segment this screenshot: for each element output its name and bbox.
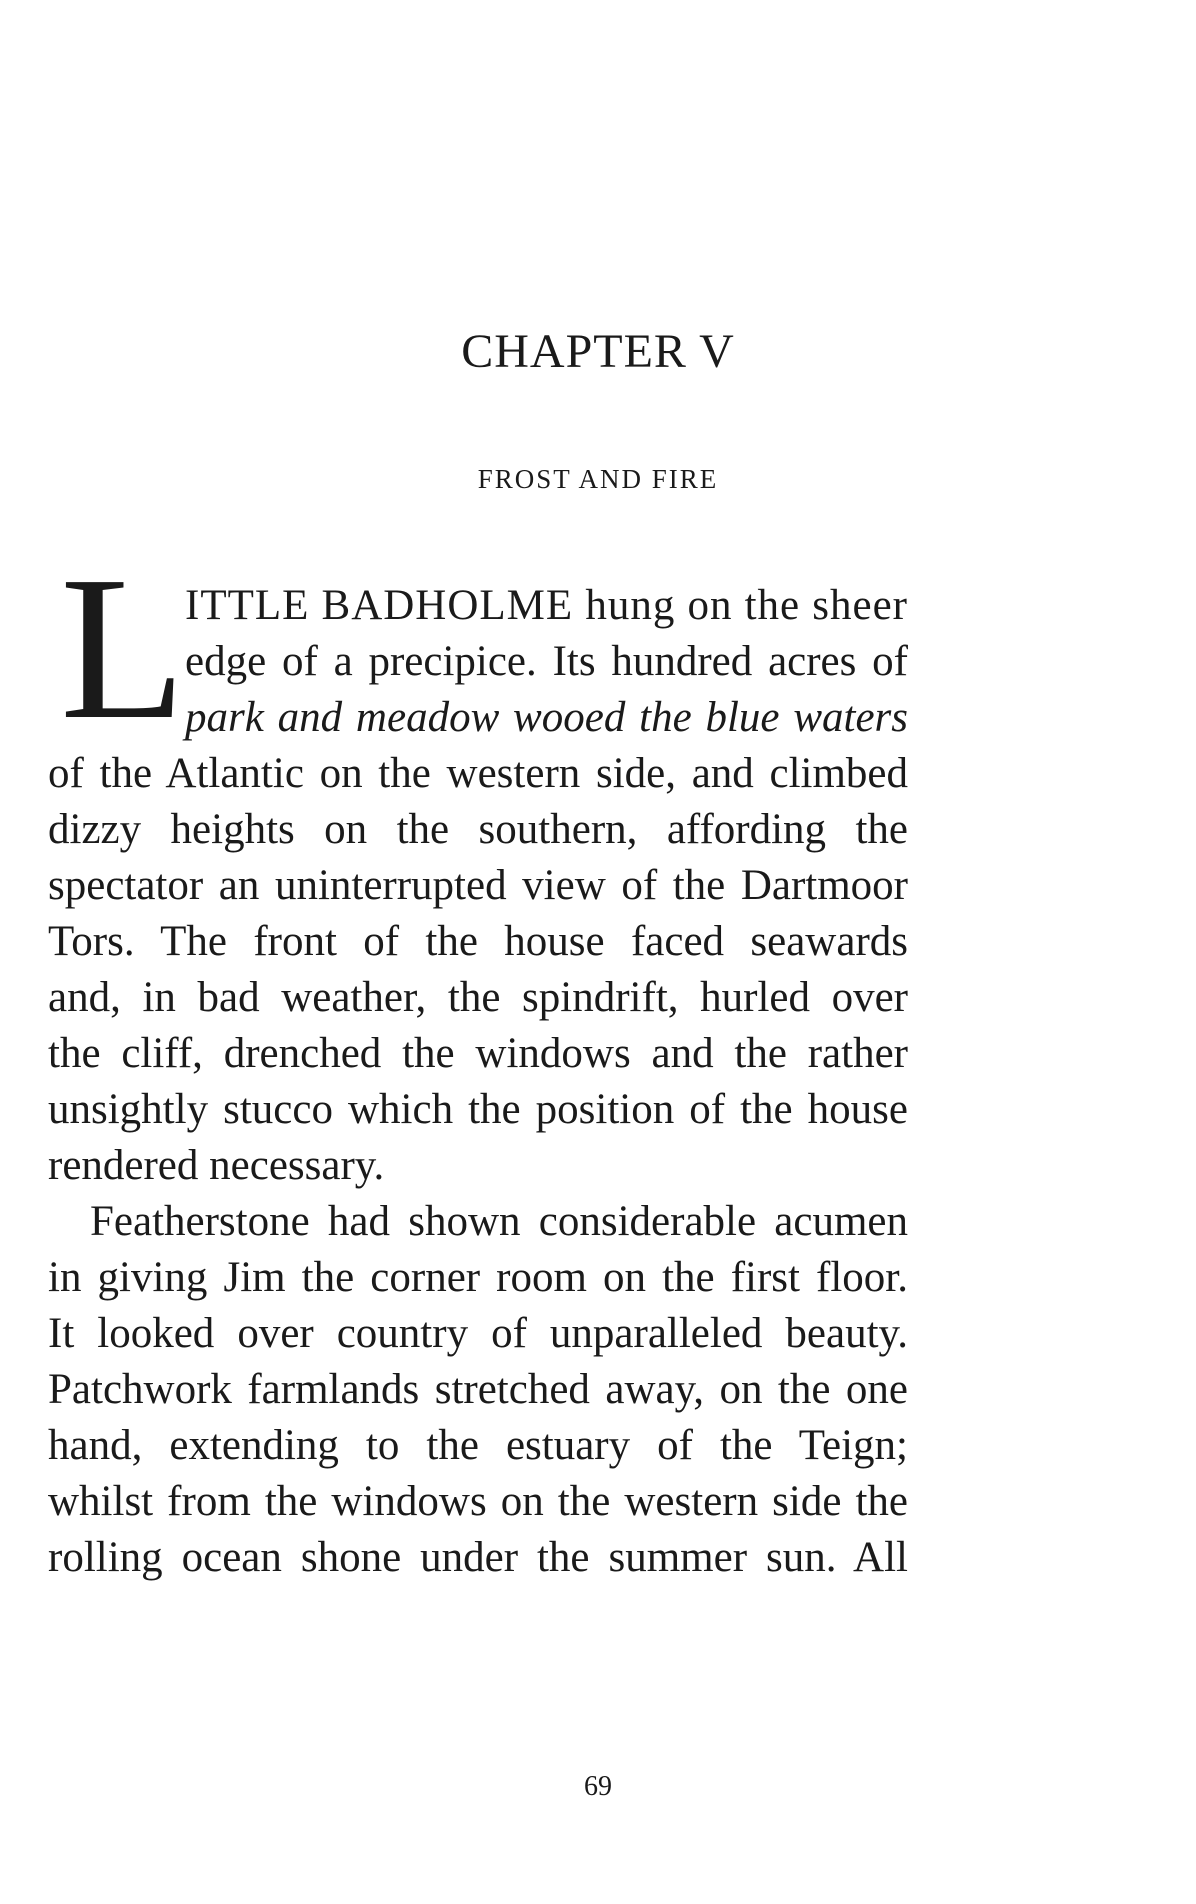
text-line: edge of a precipice. Its hundred acres of <box>185 638 908 685</box>
page-number: 69 <box>584 1771 612 1802</box>
text-line: ITTLE BADHOLME hung on the sheer <box>185 582 908 629</box>
text-line: rolling ocean shone under the summer sun. All <box>48 1534 908 1581</box>
text-line: the cliff, drenched the windows and the rather <box>48 1030 908 1077</box>
text-line: and, in bad weather, the spindrift, hurled over <box>48 974 908 1021</box>
text-line: Patchwork farmlands stretched away, on the one <box>48 1366 908 1413</box>
text-line: Tors. The front of the house faced seawards <box>48 918 908 965</box>
text-line: dizzy heights on the southern, affording the <box>48 806 908 853</box>
text-line: of the Atlantic on the western side, and climbed <box>48 750 908 797</box>
drop-cap: L <box>60 533 186 762</box>
text-line: whilst from the windows on the western side the <box>48 1478 908 1525</box>
chapter-title: CHAPTER V <box>461 325 735 378</box>
text-line: hand, extending to the estuary of the Teign; <box>48 1422 908 1469</box>
text-line: It looked over country of unparalleled beauty. <box>48 1310 908 1357</box>
text-line: unsightly stucco which the position of the house <box>48 1086 908 1133</box>
text-line: spectator an uninterrupted view of the Dartmoor <box>48 862 908 909</box>
chapter-subtitle: FROST AND FIRE <box>477 464 719 494</box>
text-line: park and meadow wooed the blue waters <box>185 694 908 741</box>
text-line: in giving Jim the corner room on the first floor. <box>48 1254 908 1301</box>
text-line: rendered necessary. <box>48 1142 385 1189</box>
text-line: Featherstone had shown considerable acumen <box>90 1198 908 1245</box>
